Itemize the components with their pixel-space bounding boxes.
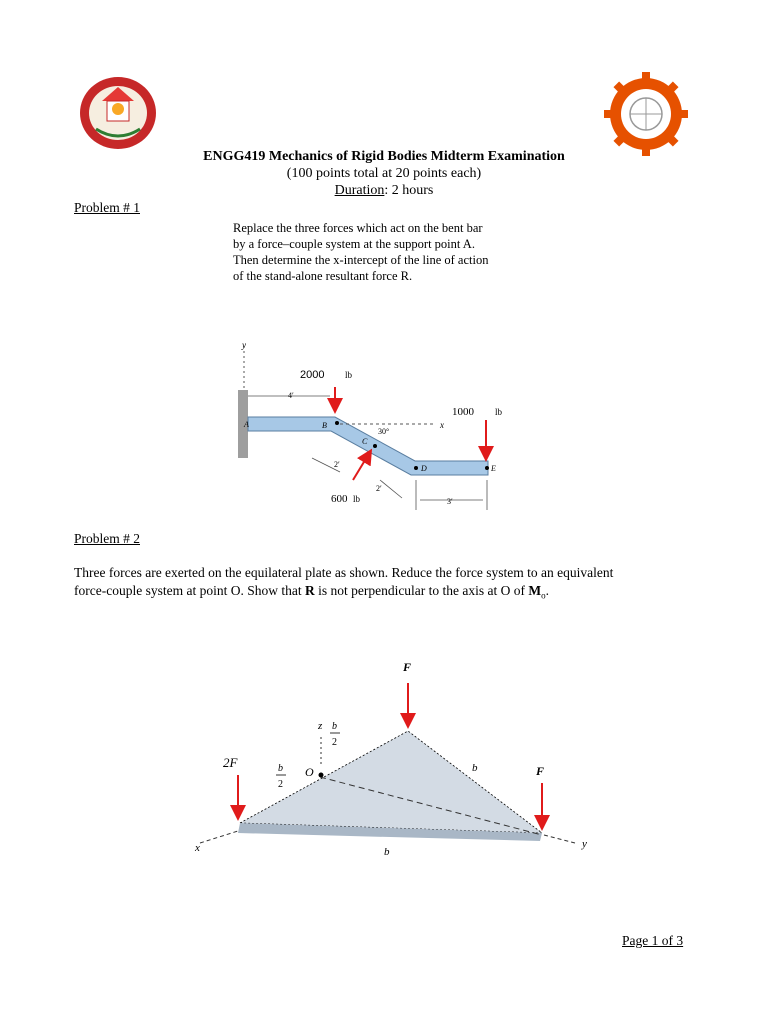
exam-header: [0, 148, 768, 199]
point-E: E: [491, 464, 496, 473]
points-info: (100 points total at 20 points each): [286, 166, 482, 181]
frac-left-b: b: [278, 763, 283, 774]
problem-1-line-1: Replace the three forces which act on the bent bar: [233, 221, 483, 235]
dim-4ft: 4′: [288, 391, 294, 400]
label-F-right: F: [536, 764, 545, 778]
origin-O: O: [305, 765, 314, 779]
label-F-top: F: [403, 660, 412, 674]
duration-line: [0, 182, 768, 199]
problem-1-line-2: by a force–couple system at the support point A.: [233, 237, 475, 251]
problem-2-text: [74, 564, 714, 605]
problem-2-line-2: force-couple system at point O. Show that R is not perpendicular to the axis at O of $M_o$.: [74, 583, 550, 601]
force-2000-unit: lb: [345, 370, 353, 380]
frac-top-2: 2: [332, 737, 337, 748]
axis-x-label: x: [195, 842, 200, 854]
force-600-value: 600: [331, 493, 348, 505]
axis-z-label: z: [318, 720, 323, 732]
dim-2ft-b: 2′: [376, 484, 382, 493]
angle-30: 30°: [378, 427, 390, 436]
exam-title: ENGG419 Mechanics of Rigid Bodies Midterm Examination: [203, 149, 565, 164]
label-2F: 2F: [223, 755, 238, 770]
force-1000-unit: lb: [495, 407, 503, 417]
left-university-seal: [72, 73, 164, 151]
side-b-bottom: b: [384, 846, 390, 855]
duration-value: : 2 hours: [384, 183, 434, 198]
y-axis-label: y: [242, 340, 246, 350]
force-600-unit: lb: [353, 494, 361, 504]
point-C: C: [362, 437, 368, 446]
force-600-arrow: [353, 452, 370, 480]
problem-1-line-3: Then determine the x-intercept of the line of action: [233, 253, 489, 267]
bent-bar-figure: [230, 340, 530, 520]
frac-left-2: 2: [278, 779, 283, 790]
point-B: B: [322, 421, 327, 430]
triangular-plate: [240, 731, 545, 833]
problem-2-label: Problem # 2: [74, 531, 140, 546]
problem-2-line-1: Three forces are exerted on the equilateral plate as shown. Reduce the force system to an equivalent: [74, 565, 614, 580]
axis-y-label: y: [582, 838, 587, 850]
problem-1-text: [233, 220, 553, 284]
point-A: A: [244, 420, 249, 429]
frac-top-b: b: [332, 721, 337, 732]
side-b-right: b: [472, 762, 478, 774]
bent-bar: [248, 417, 488, 475]
right-engineering-seal: [604, 72, 688, 156]
force-2000-value: 2000: [300, 369, 325, 381]
page-number: Page 1 of 3: [622, 933, 684, 948]
dim-3ft: 3′: [447, 497, 453, 506]
point-D: D: [421, 464, 427, 473]
duration-label: Duration: [334, 183, 385, 198]
problem-1-line-4: of the stand-alone resultant force R.: [233, 269, 413, 283]
dim-2ft-a: 2′: [334, 460, 340, 469]
x-axis-label: x: [440, 420, 444, 430]
problem-1-label: Problem # 1: [74, 200, 140, 215]
force-1000-value: 1000: [452, 406, 474, 418]
equilateral-plate-figure: [190, 655, 600, 855]
